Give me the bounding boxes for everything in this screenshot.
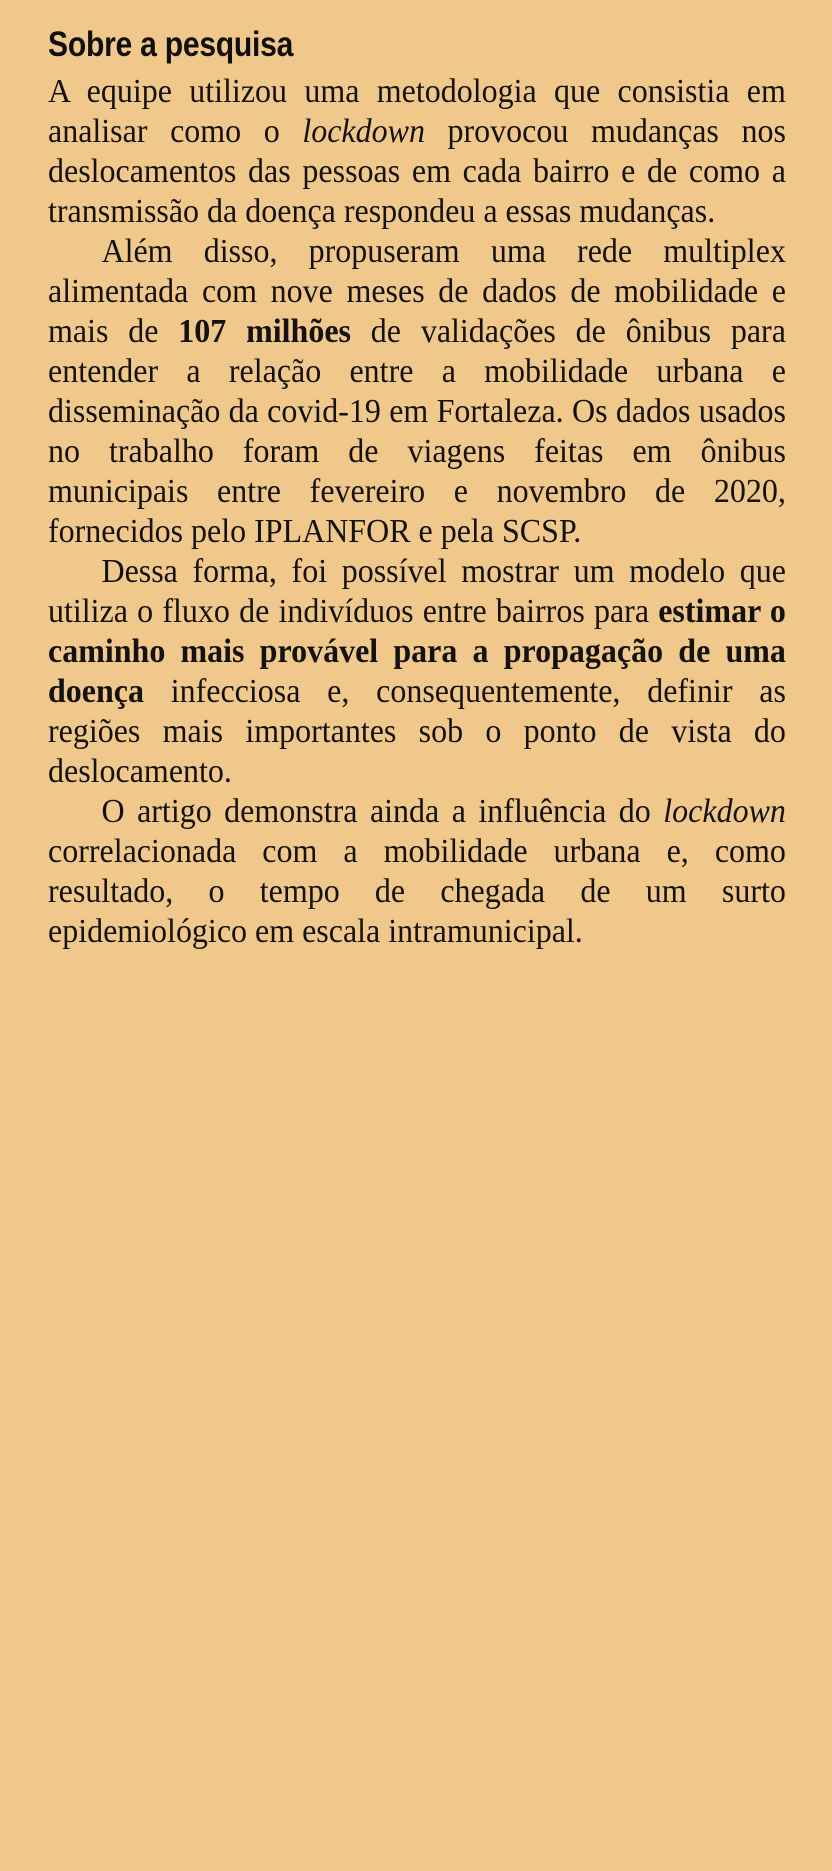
paragraph — [48, 72, 786, 232]
text-run: Dessa forma, foi possível mostrar um modelo que utiliza o fluxo de indivíduos entre bairros para — [48, 553, 786, 630]
text-run: correlacionada com a mobilidade urbana e, como resultado, o tempo de chegada de um surto epidemiológico em escala intramunicipal. — [48, 833, 786, 950]
paragraph — [48, 232, 786, 552]
text-run: O artigo demonstra ainda a influência do — [101, 793, 664, 830]
text-run: de validações de ônibus para entender a relação entre a mobilidade urbana e disseminação da covid-19 em Fortaleza. Os dados usados no trabalho foram de viagens feitas em ônibus municipais entre fevereiro e novembro de 2020, fornecidos pelo IPLANFOR e pela SCSP. — [48, 313, 786, 550]
paragraph — [48, 552, 786, 792]
emphasis-italic: lockdown — [302, 113, 425, 150]
emphasis-bold: estimar o caminho mais provável para a propagação de uma doença — [48, 593, 786, 710]
text-run: A equipe utilizou uma metodologia que consistia em analisar como o — [48, 73, 786, 150]
emphasis-italic: lockdown — [663, 793, 786, 830]
article-body — [48, 72, 786, 952]
emphasis-bold: 107 milhões — [178, 313, 351, 350]
text-run: infecciosa e, consequentemente, definir as regiões mais importantes sob o ponto de vista do deslocamento. — [48, 673, 786, 790]
page-title: Sobre a pesquisa — [48, 25, 294, 64]
paragraph — [48, 792, 786, 952]
text-run: provocou mudanças nos deslocamentos das pessoas em cada bairro e de como a transmissão da doença respondeu a essas mudanças. — [48, 113, 786, 230]
text-run: Além disso, propuseram uma rede multiplex alimentada com nove meses de dados de mobilidade e mais de — [48, 233, 786, 350]
